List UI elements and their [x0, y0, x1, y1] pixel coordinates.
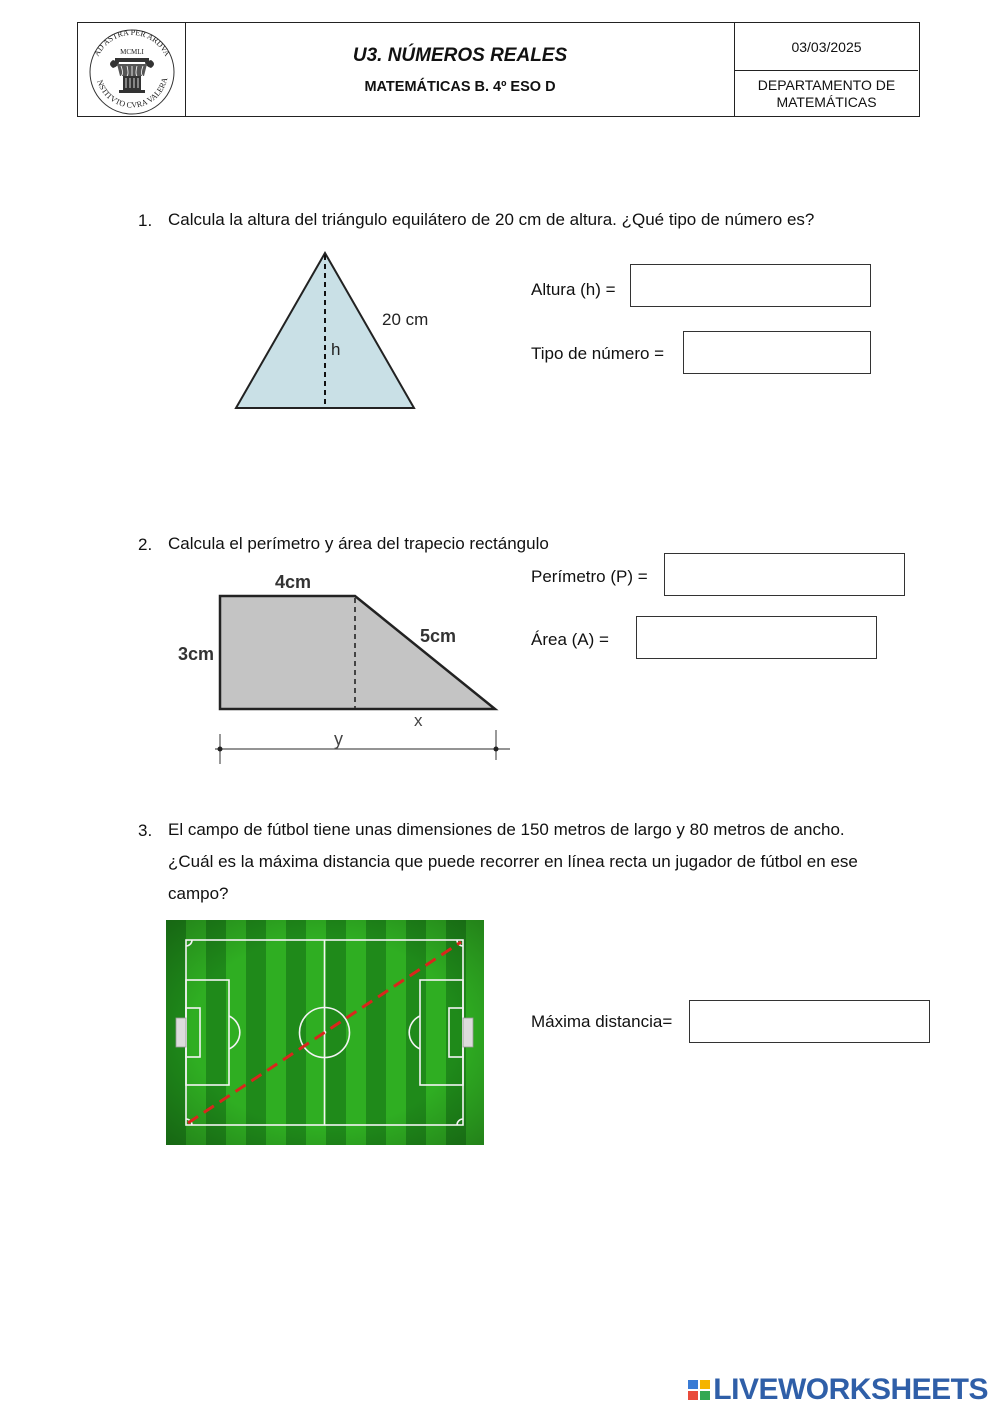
logo-cell — [78, 23, 186, 116]
q1-triangle-figure — [225, 245, 455, 420]
q2-number: 2. — [138, 535, 153, 554]
trapezoid-shape — [220, 596, 495, 709]
department-field — [735, 71, 918, 116]
q2-perimeter-input[interactable] — [664, 553, 905, 596]
q1-text: Calcula la altura del triángulo equilátero de 20 cm de altura. ¿Qué tipo de número es? — [168, 210, 815, 229]
q2-area-input[interactable] — [636, 616, 877, 659]
q1-number: 1. — [138, 211, 153, 230]
department-line-1: DEPARTAMENTO DE — [757, 76, 896, 93]
logo-motto: AD ASTRA PER ARDVA — [92, 27, 172, 58]
q1-type-label: Tipo de número = — [531, 344, 665, 363]
q3-distance-label: Máxima distancia= — [531, 1012, 673, 1031]
title-cell — [186, 23, 735, 116]
subject-line: MATEMÁTICAS B. 4º ESO D — [364, 79, 556, 95]
q1-type-input[interactable] — [683, 331, 871, 374]
trapezoid-x-label: x — [414, 711, 423, 730]
right-goal — [463, 1018, 473, 1047]
q2-perimeter-label: Perímetro (P) = — [531, 567, 648, 586]
q3-football-pitch-figure — [166, 920, 484, 1145]
q3-distance-input[interactable] — [689, 1000, 930, 1043]
column-capital-icon — [110, 58, 154, 93]
q2-trapezoid-figure — [170, 562, 520, 772]
date-field: 03/03/2025 — [735, 23, 918, 71]
q2-area-label: Área (A) = — [531, 630, 609, 649]
brand-text: LIVEWORKSHEETS — [713, 1373, 988, 1406]
triangle-h-label: h — [331, 340, 341, 359]
header-table — [77, 22, 920, 117]
school-logo — [79, 24, 185, 116]
triangle-side-label: 20 cm — [382, 310, 429, 329]
trapezoid-left-label: 3cm — [178, 644, 215, 664]
department-line-2: MATEMÁTICAS — [776, 93, 877, 110]
left-goal — [176, 1018, 186, 1047]
unit-title: U3. NÚMEROS REALES — [352, 45, 568, 66]
q3-text-line-2: ¿Cuál es la máxima distancia que puede recorrer en línea recta un jugador de fútbol en ese — [168, 852, 858, 871]
q3-text-line-3: campo? — [168, 884, 229, 903]
q1-height-label: Altura (h) = — [531, 280, 616, 299]
q1-height-input[interactable] — [630, 264, 871, 307]
liveworksheets-logo-icon — [687, 1378, 711, 1402]
liveworksheets-brand[interactable] — [687, 1372, 988, 1408]
q3-text — [168, 814, 958, 910]
trapezoid-top-label: 4cm — [275, 572, 312, 592]
logo-school-name: NSTITVTO CVRA VALERA — [95, 76, 170, 110]
trapezoid-y-label: y — [334, 729, 343, 749]
info-cell — [735, 23, 918, 116]
trapezoid-slant-label: 5cm — [420, 626, 457, 646]
q2-text: Calcula el perímetro y área del trapecio rectángulo — [168, 534, 549, 553]
logo-year: MCMLI — [120, 48, 144, 56]
q3-text-line-1: El campo de fútbol tiene unas dimensiones de 150 metros de largo y 80 metros de ancho. — [168, 820, 845, 839]
q3-number: 3. — [138, 821, 153, 840]
